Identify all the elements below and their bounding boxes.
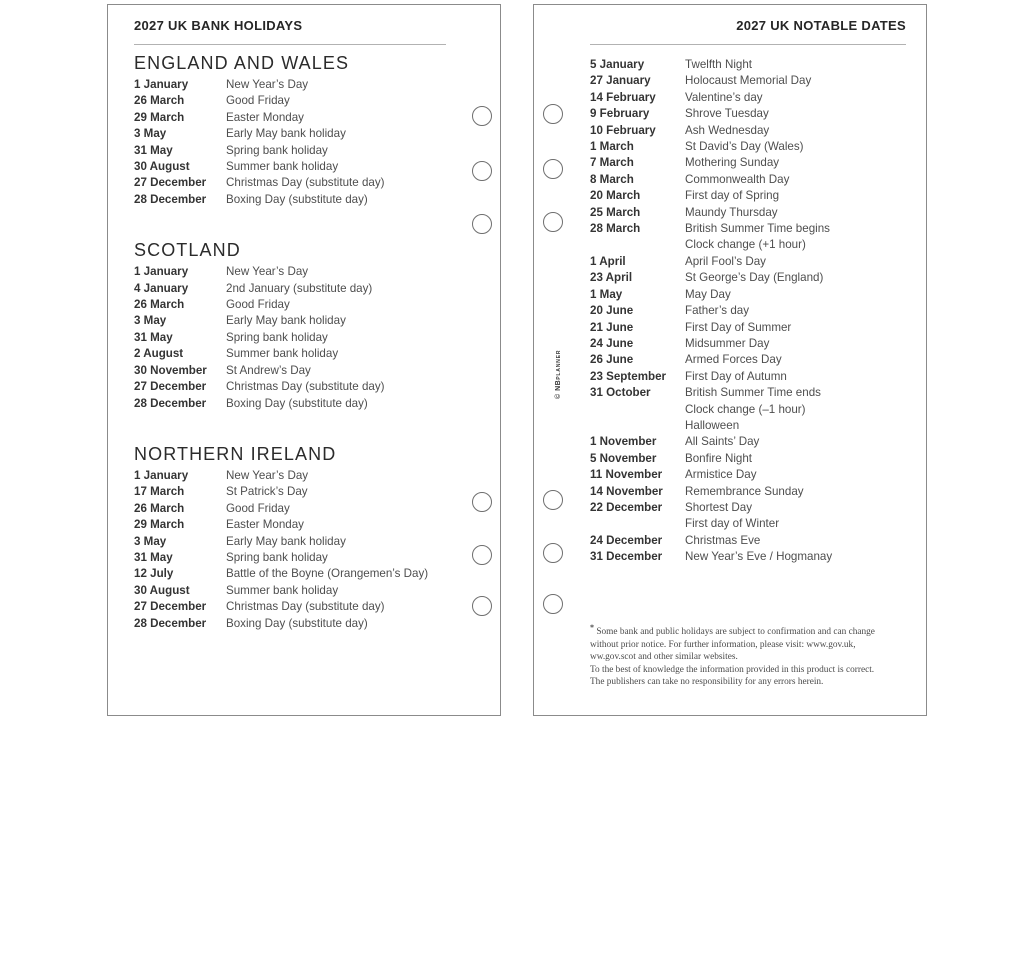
notable-date-row — [590, 270, 906, 286]
bank-holidays-content — [134, 5, 446, 632]
notable-label: Halloween — [685, 418, 740, 432]
notable-date-row — [590, 402, 906, 418]
holiday-row — [134, 550, 446, 566]
holiday-date: 28 December — [134, 192, 207, 206]
holiday-date: 30 November — [134, 363, 207, 377]
notable-date: 5 January — [590, 58, 645, 71]
holiday-row — [134, 77, 446, 93]
punch-hole — [543, 212, 563, 232]
holiday-label: Christmas Day (substitute day) — [226, 380, 385, 394]
section-heading: NORTHERN IRELAND — [134, 443, 337, 464]
notable-label: British Summer Time ends — [685, 386, 821, 400]
notable-date-row — [590, 139, 906, 155]
notable-dates-page — [533, 4, 927, 716]
notable-date: 5 November — [590, 451, 657, 465]
notable-date: 31 December — [590, 550, 663, 564]
holiday-row — [134, 346, 446, 362]
notable-label: First day of Winter — [685, 517, 780, 531]
holiday-date: 2 August — [134, 347, 184, 361]
holiday-date: 12 July — [134, 567, 174, 581]
notable-date-row — [590, 106, 906, 122]
section-heading: ENGLAND AND WALES — [134, 53, 350, 73]
holiday-label: New Year’s Day — [226, 78, 309, 91]
holiday-row — [134, 281, 446, 297]
notable-date-row — [590, 303, 906, 319]
holiday-row — [134, 534, 446, 550]
footnote-line: To the best of knowledge the information provided in this product is correct. — [590, 664, 875, 675]
notable-date-row — [590, 205, 906, 221]
section-northern-ireland — [134, 443, 446, 632]
holiday-label: Summer bank holiday — [226, 347, 339, 361]
notable-date-row — [590, 336, 906, 352]
notable-date: 23 September — [590, 369, 667, 383]
notable-date-row — [590, 434, 906, 450]
holiday-row — [134, 517, 446, 533]
notable-label: Midsummer Day — [685, 336, 770, 350]
notable-date-row — [590, 320, 906, 336]
holiday-date: 29 March — [134, 518, 185, 532]
notable-date: 25 March — [590, 205, 641, 219]
page-title: 2027 UK BANK HOLIDAYS — [134, 18, 303, 33]
notable-label: Remembrance Sunday — [685, 484, 804, 498]
holiday-list — [134, 264, 446, 412]
notable-dates-list — [590, 57, 906, 566]
notable-date — [590, 237, 685, 253]
holiday-label: Early May bank holiday — [226, 534, 346, 548]
notable-date-row — [590, 451, 906, 467]
punch-hole — [543, 594, 563, 614]
notable-date: 14 February — [590, 90, 656, 104]
holiday-label: Easter Monday — [226, 110, 304, 124]
holiday-row — [134, 501, 446, 517]
notable-date-row — [590, 467, 906, 483]
notable-date: 7 March — [590, 156, 634, 170]
notable-date-row — [590, 123, 906, 139]
notable-date-row — [590, 484, 906, 500]
section-scotland — [134, 239, 446, 412]
section-england-and-wales — [134, 52, 446, 208]
holiday-row — [134, 616, 446, 632]
holiday-label: Good Friday — [226, 501, 290, 515]
holiday-row — [134, 599, 446, 615]
notable-date: 1 May — [590, 287, 623, 301]
holiday-label: Good Friday — [226, 298, 290, 312]
punch-hole — [472, 545, 492, 565]
footnote-line: ww.gov.scot and other similar websites. — [590, 652, 738, 663]
holiday-label: Easter Monday — [226, 518, 304, 532]
holiday-date: 27 December — [134, 380, 207, 394]
notable-date: 1 November — [590, 435, 657, 449]
notable-label: First Day of Autumn — [685, 369, 787, 383]
holiday-date: 29 March — [134, 110, 185, 124]
notable-label: Armed Forces Day — [685, 353, 782, 367]
holiday-row — [134, 363, 446, 379]
holiday-row — [134, 379, 446, 395]
notable-date: 8 March — [590, 172, 634, 186]
notable-label: Mothering Sunday — [685, 156, 780, 170]
notable-label: Clock change (–1 hour) — [685, 402, 806, 416]
notable-date-row — [590, 549, 906, 565]
footnote-line: without prior notice. For further information, please visit: www.gov.uk, — [590, 639, 856, 650]
holiday-date: 17 March — [134, 485, 185, 499]
notable-label: Twelfth Night — [685, 58, 753, 71]
notable-date — [590, 516, 685, 532]
notable-label: First day of Spring — [685, 189, 780, 203]
notable-date-row — [590, 533, 906, 549]
notable-label: St David’s Day (Wales) — [685, 140, 804, 154]
punch-hole — [472, 596, 492, 616]
notable-date-row — [590, 73, 906, 89]
holiday-label: Boxing Day (substitute day) — [226, 616, 368, 630]
notable-date: 23 April — [590, 271, 633, 285]
holiday-label: Boxing Day (substitute day) — [226, 396, 368, 410]
holiday-date: 1 January — [134, 265, 189, 279]
notable-label: Valentine’s day — [685, 90, 763, 104]
notable-date-row — [590, 57, 906, 73]
notable-date: 20 June — [590, 304, 634, 318]
holiday-date: 4 January — [134, 281, 189, 295]
notable-date-row — [590, 516, 906, 532]
holiday-label: Boxing Day (substitute day) — [226, 192, 368, 206]
holiday-date: 3 May — [134, 127, 167, 141]
holiday-label: Early May bank holiday — [226, 314, 346, 328]
holiday-date: 1 January — [134, 78, 189, 91]
punch-hole — [543, 159, 563, 179]
notable-date: 24 December — [590, 533, 663, 547]
holiday-date: 26 March — [134, 94, 185, 108]
holiday-row — [134, 583, 446, 599]
notable-date-row — [590, 221, 906, 237]
holiday-date: 26 March — [134, 501, 185, 515]
holiday-label: Christmas Day (substitute day) — [226, 176, 385, 190]
notable-label: Shortest Day — [685, 500, 753, 514]
notable-label: St George’s Day (England) — [685, 271, 824, 285]
holiday-row — [134, 330, 446, 346]
notable-date: 14 November — [590, 484, 663, 498]
notable-date: 28 March — [590, 222, 641, 236]
holiday-row — [134, 264, 446, 280]
copyright-brand: © NB — [555, 379, 562, 399]
holiday-date: 27 December — [134, 600, 207, 614]
punch-hole — [472, 106, 492, 126]
holiday-row — [134, 110, 446, 126]
notable-label: All Saints’ Day — [685, 435, 760, 449]
holiday-label: Summer bank holiday — [226, 160, 339, 174]
holiday-label: 2nd January (substitute day) — [226, 281, 373, 295]
punch-hole — [472, 492, 492, 512]
holiday-row — [134, 159, 446, 175]
notable-date: 24 June — [590, 336, 634, 350]
notable-label: Shrove Tuesday — [685, 107, 769, 121]
notable-date-row — [590, 237, 906, 253]
holiday-row — [134, 93, 446, 109]
holiday-date: 31 May — [134, 143, 173, 157]
holiday-date: 3 May — [134, 534, 167, 548]
notable-date-row — [590, 155, 906, 171]
notable-label: Father’s day — [685, 304, 750, 318]
notable-date-row — [590, 500, 906, 516]
holiday-row — [134, 313, 446, 329]
holiday-row — [134, 484, 446, 500]
holiday-row — [134, 175, 446, 191]
notable-dates-content — [590, 5, 906, 566]
holiday-label: Spring bank holiday — [226, 550, 328, 564]
holiday-label: Spring bank holiday — [226, 143, 328, 157]
holiday-label: St Andrew’s Day — [226, 363, 311, 377]
holiday-date: 1 January — [134, 468, 189, 482]
notable-label: Armistice Day — [685, 468, 757, 482]
notable-date: 1 April — [590, 254, 626, 268]
notable-label: Clock change (+1 hour) — [685, 238, 806, 252]
copyright-vertical — [555, 325, 562, 399]
holiday-row — [134, 126, 446, 142]
holiday-label: Early May bank holiday — [226, 127, 346, 141]
notable-date: 27 January — [590, 74, 651, 88]
holiday-label: St Patrick’s Day — [226, 485, 308, 499]
notable-date-row — [590, 352, 906, 368]
page-title: 2027 UK NOTABLE DATES — [736, 18, 906, 33]
notable-date: 21 June — [590, 320, 634, 334]
notable-date — [590, 402, 685, 418]
footnote-line: The publishers can take no responsibility for any errors herein. — [590, 677, 824, 688]
holiday-label: Christmas Day (substitute day) — [226, 600, 385, 614]
notable-label: April Fool’s Day — [685, 254, 766, 268]
notable-label: Bonfire Night — [685, 451, 753, 465]
notable-label: British Summer Time begins — [685, 222, 830, 236]
notable-date: 31 October — [590, 386, 651, 400]
notable-label: Ash Wednesday — [685, 123, 770, 137]
punch-hole — [543, 104, 563, 124]
holiday-label: Battle of the Boyne (Orangemen’s Day) — [226, 567, 429, 581]
notable-label: First Day of Summer — [685, 320, 792, 334]
notable-date-row — [590, 287, 906, 303]
holiday-row — [134, 468, 446, 484]
holiday-label: Summer bank holiday — [226, 583, 339, 597]
notable-date: 22 December — [590, 500, 663, 514]
notable-date: 10 February — [590, 123, 656, 137]
notable-date-row — [590, 254, 906, 270]
holiday-row — [134, 192, 446, 208]
notable-date-row — [590, 172, 906, 188]
notable-date-row — [590, 385, 906, 401]
holiday-label: Spring bank holiday — [226, 330, 328, 344]
footnote — [590, 622, 908, 689]
holiday-label: New Year’s Day — [226, 265, 309, 279]
punch-hole — [543, 490, 563, 510]
notable-date: 20 March — [590, 189, 641, 203]
copyright-brand-suffix: PLANNER — [556, 349, 562, 380]
notable-date-row — [590, 90, 906, 106]
notable-date-row — [590, 188, 906, 204]
notable-label: Holocaust Memorial Day — [685, 74, 812, 88]
notable-label: Commonwealth Day — [685, 172, 790, 186]
bank-holidays-page — [107, 4, 501, 716]
holiday-date: 30 August — [134, 583, 190, 597]
holiday-date: 31 May — [134, 330, 173, 344]
holiday-date: 30 August — [134, 160, 190, 174]
holiday-row — [134, 143, 446, 159]
notable-label: Maundy Thursday — [685, 205, 778, 219]
notable-label: New Year’s Eve / Hogmanay — [685, 550, 833, 564]
notable-label: Christmas Eve — [685, 533, 761, 547]
section-heading: SCOTLAND — [134, 240, 241, 261]
holiday-row — [134, 396, 446, 412]
footnote-asterisk: * — [590, 622, 594, 632]
holiday-list — [134, 77, 446, 208]
holiday-list — [134, 468, 446, 632]
notable-date: 1 March — [590, 140, 634, 154]
holiday-date: 28 December — [134, 396, 207, 410]
holiday-date: 3 May — [134, 314, 167, 328]
notable-date: 26 June — [590, 353, 634, 367]
header-rule — [134, 44, 446, 45]
footnote-line: * Some bank and public holidays are subject to confirmation and can change — [590, 622, 875, 637]
holiday-row — [134, 566, 446, 582]
holiday-date: 27 December — [134, 176, 207, 190]
header-rule — [590, 44, 906, 45]
holiday-date: 28 December — [134, 616, 207, 630]
punch-hole — [472, 214, 492, 234]
punch-hole — [543, 543, 563, 563]
holiday-label: New Year’s Day — [226, 468, 309, 482]
holiday-label: Good Friday — [226, 94, 290, 108]
notable-date-row — [590, 418, 906, 434]
notable-label: May Day — [685, 287, 731, 301]
notable-date: 9 February — [590, 107, 650, 121]
holiday-date: 31 May — [134, 550, 173, 564]
notable-date — [590, 418, 685, 434]
punch-hole — [472, 161, 492, 181]
notable-date: 11 November — [590, 468, 663, 482]
notable-date-row — [590, 369, 906, 385]
holiday-date: 26 March — [134, 298, 185, 312]
holiday-row — [134, 297, 446, 313]
